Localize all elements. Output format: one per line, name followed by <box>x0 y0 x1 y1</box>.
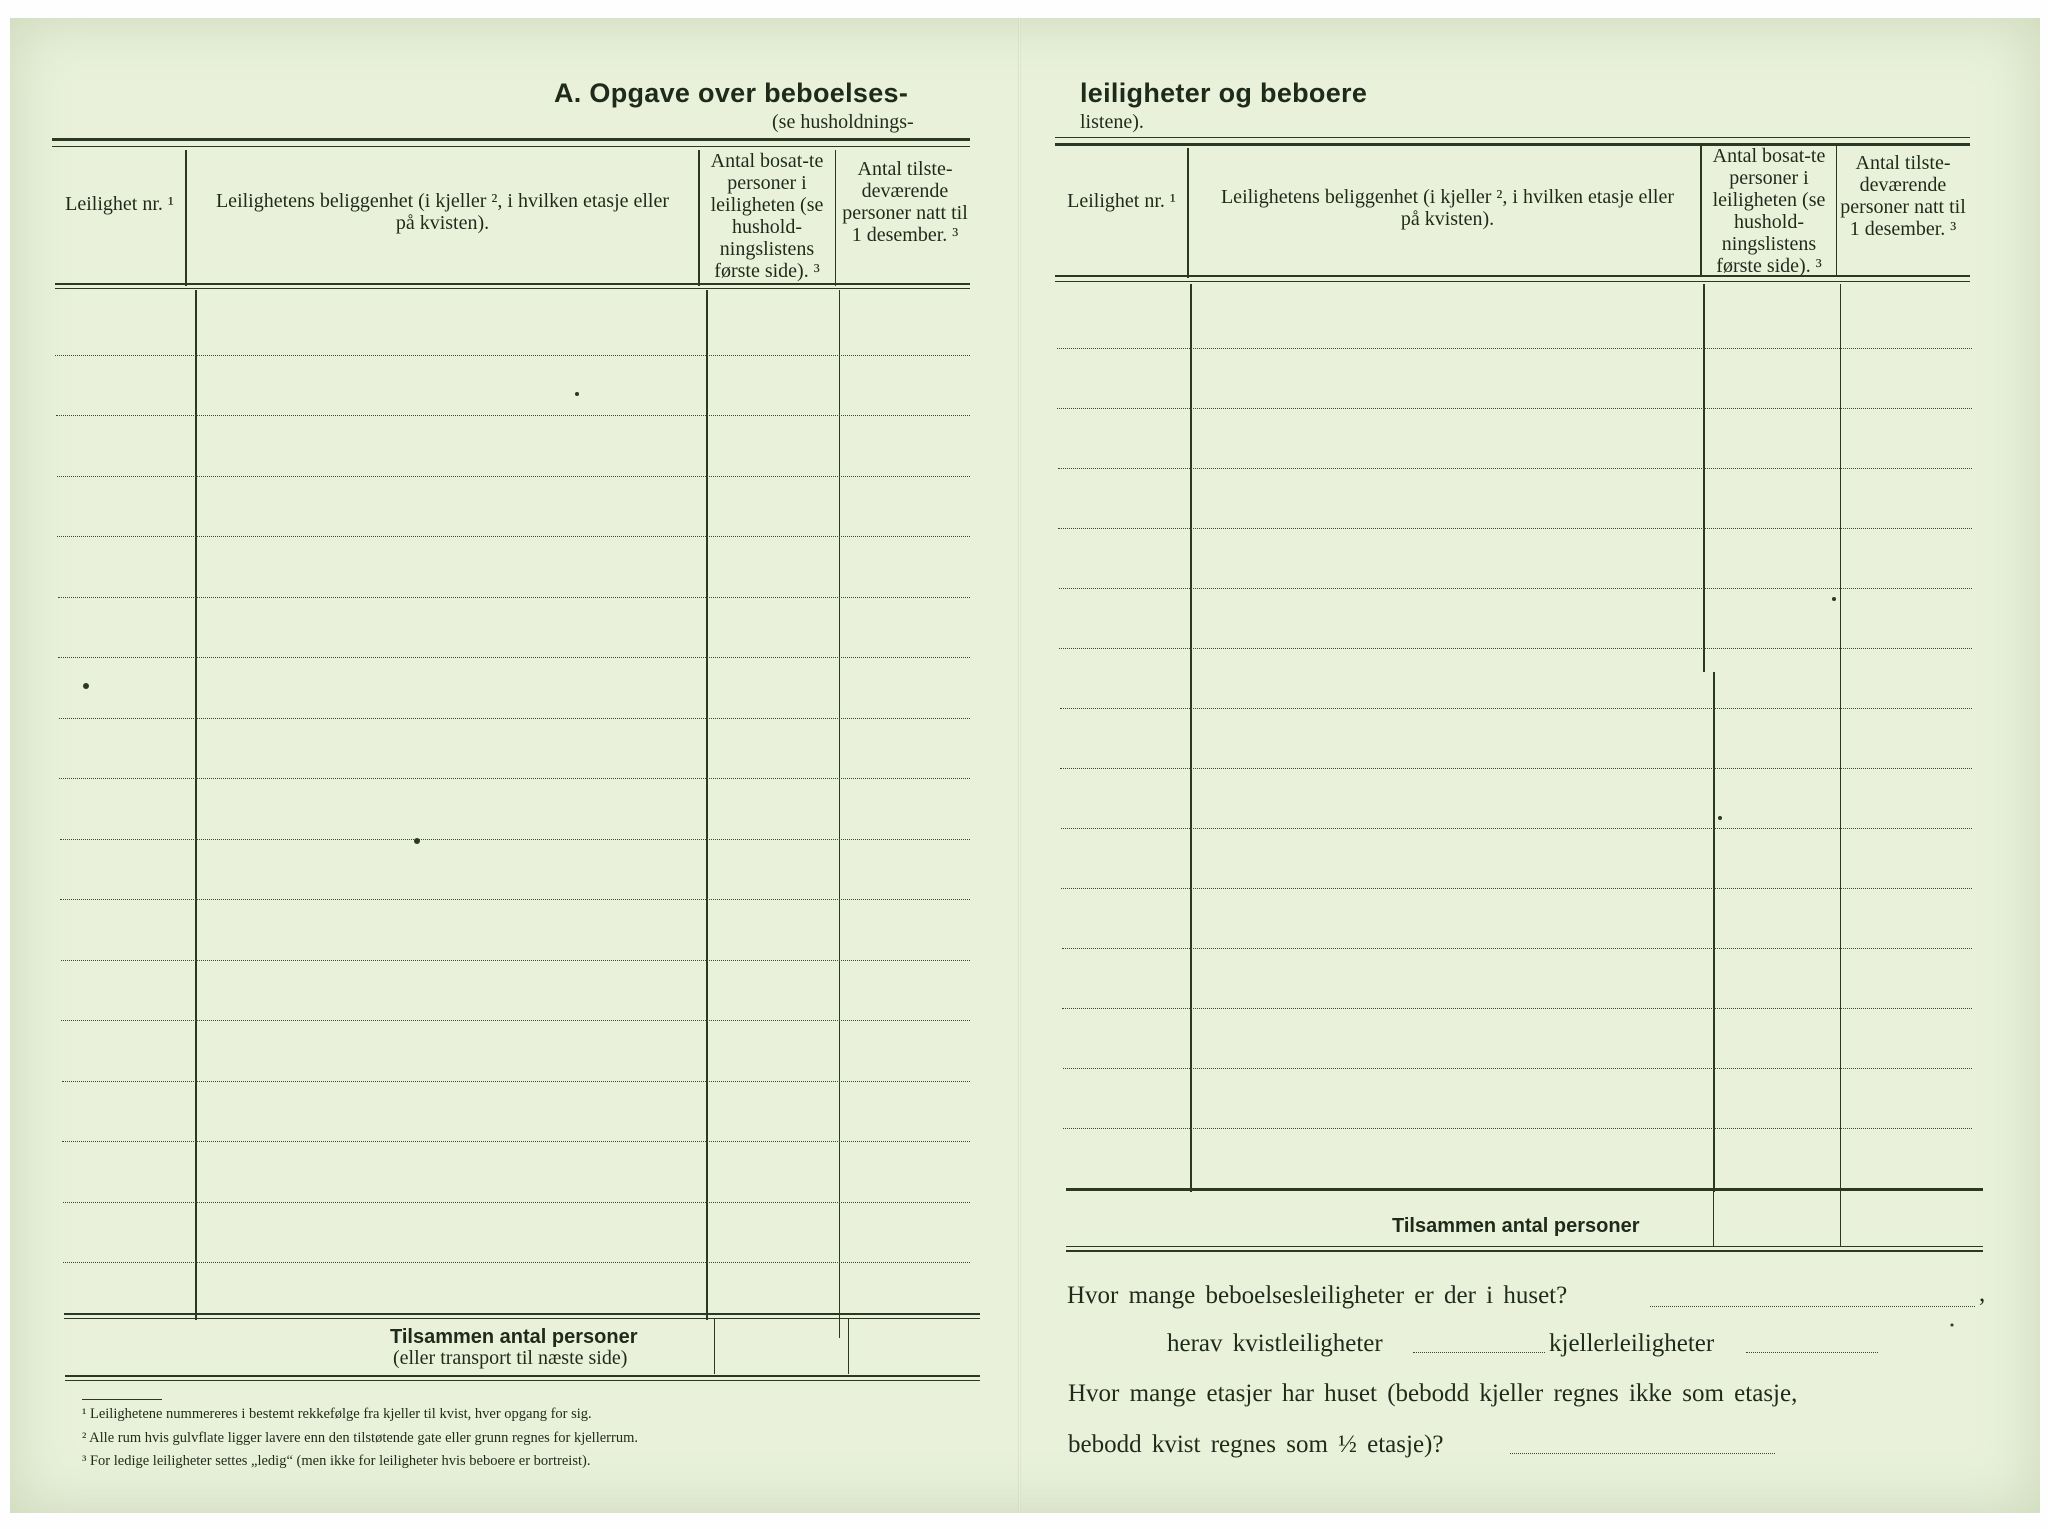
footnote-1: ¹ Leilighetene nummereres i bestemt rekkefølge fra kjeller til kvist, hver opgang for sig. <box>82 1406 592 1422</box>
left-total-sublabel: (eller transport til næste side) <box>393 1347 628 1369</box>
left-col-location-header: Leilighetens beliggenhet (i kjeller ², i hvilken etasje eller på kvisten). <box>215 190 670 234</box>
question-basement-apartments: kjellerleiligheter <box>1549 1330 1715 1357</box>
right-col-location-header: Leilighetens beliggenhet (i kjeller ², i hvilken etasje eller på kvisten). <box>1220 186 1675 230</box>
right-col-present-header: Antal tilste-deværende personer natt til 1 desember. ³ <box>1840 152 1966 240</box>
right-total-label: Tilsammen antal personer <box>1392 1215 1640 1237</box>
question-number-of-floors-cont: bebodd kvist regnes som ½ etasje)? <box>1068 1431 1444 1458</box>
left-page-subtitle: (se husholdnings- <box>772 111 914 133</box>
question-number-of-floors: Hvor mange etasjer har huset (bebodd kjeller regnes ikke som etasje, <box>1068 1380 1798 1407</box>
footnote-2: ² Alle rum hvis gulvflate ligger lavere enn den tilstøtende gate eller grunn regnes for kjellerrum. <box>82 1430 638 1446</box>
right-col-apartment-number-header: Leilighet nr. ¹ <box>1067 190 1176 212</box>
left-page-title: A. Opgave over beboelses- <box>554 78 909 108</box>
left-col-apartment-number-header: Leilighet nr. ¹ <box>65 193 174 215</box>
right-page-subtitle: listene). <box>1080 111 1144 133</box>
left-col-present-header: Antal tilste-deværende personer natt til 1 desember. ³ <box>842 158 968 246</box>
left-total-label: Tilsammen antal personer <box>390 1326 638 1348</box>
question-comma: , <box>1979 1280 1986 1307</box>
right-page-title: leiligheter og beboere <box>1080 78 1368 108</box>
left-col-residents-header: Antal bosat-te personer i leiligheten (se hushold-ningslistens første side). ³ <box>710 150 824 282</box>
right-col-residents-header: Antal bosat-te personer i leiligheten (se hushold-ningslistens første side). ³ <box>1712 145 1826 277</box>
question-number-of-apartments: Hvor mange beboelsesleiligheter er der i huset? <box>1067 1282 1568 1309</box>
footnote-3: ³ For ledige leiligheter settes „ledig“ (men ikke for leiligheter hvis beboere er bortreist). <box>82 1453 591 1469</box>
question-attic-apartments: herav kvistleiligheter <box>1167 1330 1383 1357</box>
